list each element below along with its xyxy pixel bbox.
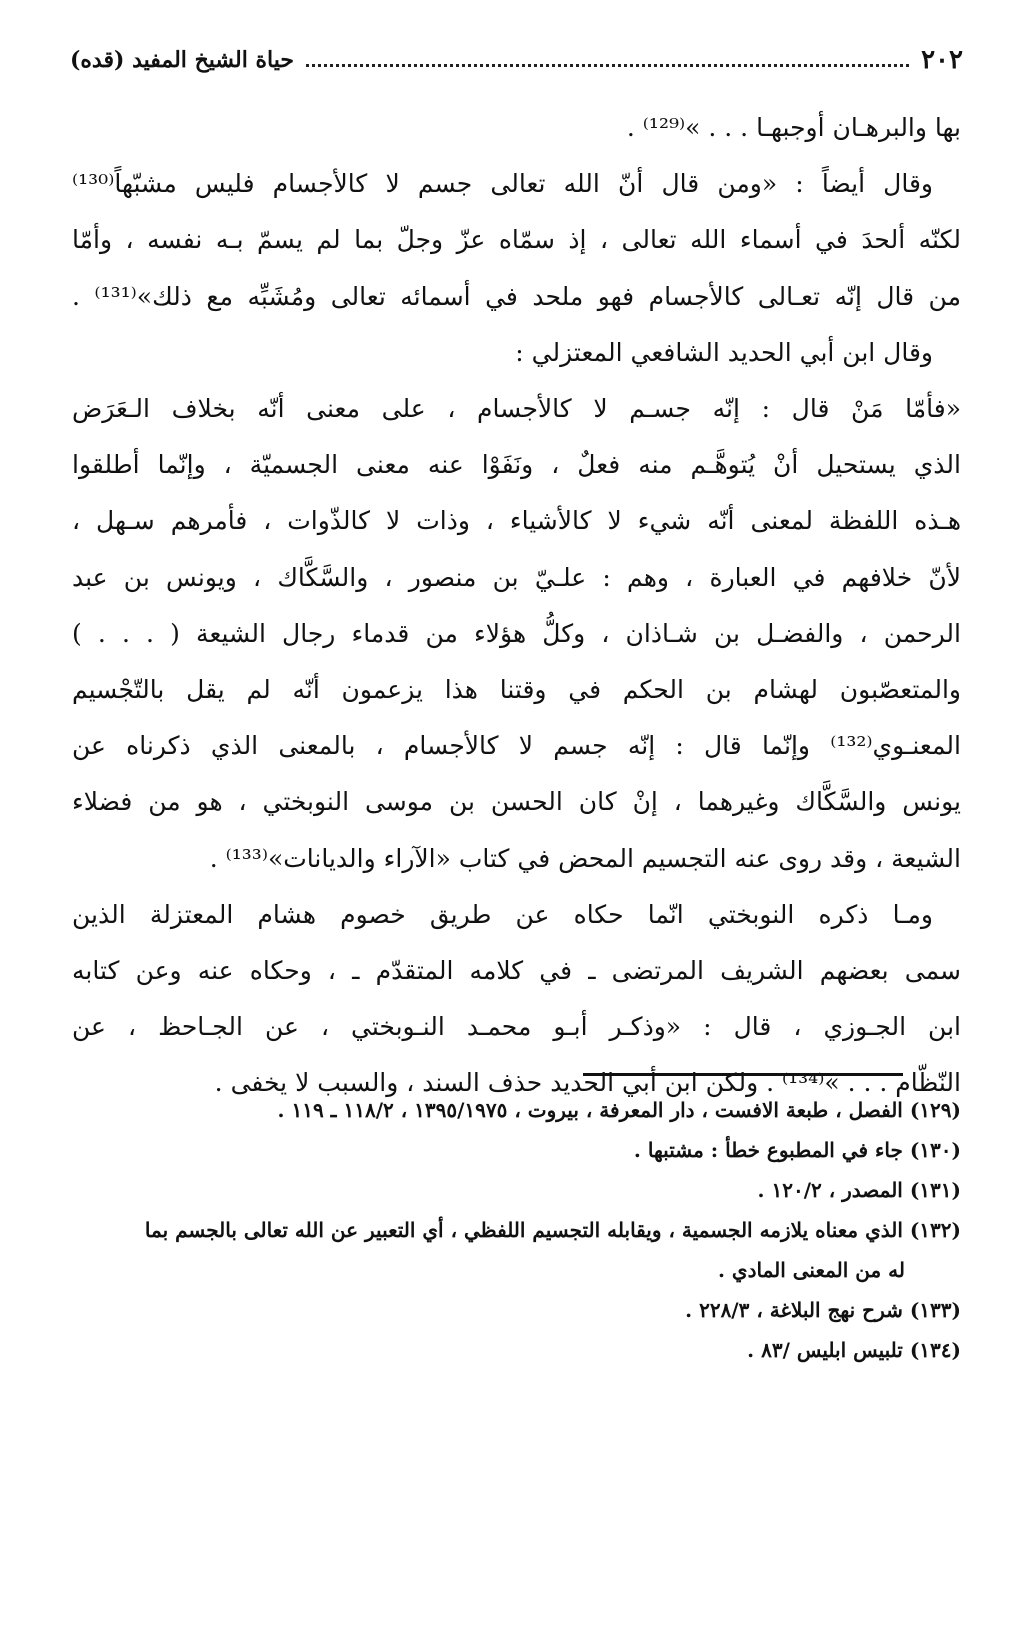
footnote: (١٣٠) جاء في المطبوع خطأ : مشتبها . — [633, 1138, 961, 1162]
text-line: والمتعصّبون لهشام بن الحكم في وقتنا هذا يزعمون أنّه لم يقل بالتّجْسيم — [72, 675, 961, 705]
text-line: الذي يستحيل أنْ يُتوهَّـم منه فعلٌ ، ونَفَوْا عنه معنى الجسميّة ، وإنّما أطلقوا — [72, 450, 961, 480]
text-line: لكنّه ألحدَ في أسماء الله تعالى ، إذ سمّاه عزّ وجلّ بما لم يسمّ بـه نفسه ، وأمّا — [72, 225, 961, 255]
text-line: الشيعة ، وقد روى عنه التجسيم المحض في كتاب «الآراء والديانات»⁽¹³³⁾ . — [209, 843, 961, 873]
text-line: هـذه اللفظة لمعنى أنّه شيء لا كالأشياء ، وذات لا كالذّوات ، فأمرهم سـهل ، — [72, 506, 961, 536]
footnote-separator — [583, 1073, 903, 1076]
text-line: الرحمن ، والفضـل بن شـاذان ، وكلُّ هؤلاء من قدماء رجال الشيعة ( . . . ) — [72, 618, 961, 648]
text-line: «فأمّا مَنْ قال : إنّه جسـم لا كالأجسام ، على معنى أنّه بخلاف الـعَرَض — [72, 394, 961, 424]
main-text — [72, 100, 961, 1112]
footnote: (١٣١) المصدر ، ١٢٠/٢ . — [757, 1178, 961, 1202]
text-line: ابن الجـوزي ، قال : «وذكـر أبـو محمـد النـوبختي ، عن الجـاحظ ، عن — [72, 1012, 961, 1042]
text-line: لأنّ خلافهم في العبارة ، وهم : علـيّ بن منصور ، والسَّكَّاك ، ويونس بن عبد — [72, 562, 961, 592]
text-line: من قال إنّه تعـالى كالأجسام فهو ملحد في أسمائه تعالى ومُشَبِّه مع ذلك»⁽¹³¹⁾ . — [72, 281, 961, 311]
text-line: ومـا ذكره النوبختي انّما حكاه عن طريق خصوم هشام المعتزلة الذين — [72, 899, 933, 929]
page-number: ٢٠٢ — [921, 45, 963, 75]
footnote: (١٣٤) تلبيس ابليس /٨٣ . — [747, 1338, 961, 1362]
footnote: (١٣٣) شرح نهج البلاغة ، ٢٢٨/٣ . — [685, 1298, 961, 1322]
footnotes — [72, 1090, 961, 1370]
running-title: حياة الشيخ المفيد (قده) — [70, 47, 294, 73]
header-dot-leader — [306, 64, 909, 67]
text-line: المعنـوي⁽¹³²⁾ وإنّما قال : إنّه جسم لا كالأجسام ، بالمعنى الذي ذكرناه عن — [72, 731, 961, 761]
footnote-continuation: له من المعنى المادي . — [717, 1258, 905, 1282]
footnote: (١٣٢) الذي معناه يلازمه الجسمية ، ويقابله التجسيم اللفظي ، أي التعبير عن الله تعالى بالجسم بما — [144, 1218, 961, 1242]
text-line: وقال ابن أبي الحديد الشافعي المعتزلي : — [515, 337, 933, 367]
footnote: (١٢٩) الفصل ، طبعة الافست ، دار المعرفة ، بيروت ، ١٣٩٥/١٩٧٥ ، ١١٨/٢ ـ ١١٩ . — [277, 1098, 961, 1122]
text-line: سمى بعضهم الشريف المرتضى ـ في كلامه المتقدّم ـ ، وحكاه عنه وعن كتابه — [72, 956, 961, 986]
text-line: وقال أيضاً : «ومن قال أنّ الله تعالى جسم لا كالأجسام فليس مشبّهاً⁽¹³⁰⁾ — [72, 169, 933, 199]
text-line: بها والبرهـان أوجبهـا . . . »⁽¹²⁹⁾ . — [626, 113, 961, 142]
text-line: يونس والسَّكَّاك وغيرهما ، إنْ كان الحسن بن موسى النوبختي ، هو من فضلاء — [72, 787, 961, 817]
page-header — [70, 38, 963, 82]
text-line: النّظّام . . . »⁽¹³⁴⁾ . ولكن ابن أبي الحديد حذف السند ، والسبب لا يخفى . — [214, 1068, 961, 1098]
